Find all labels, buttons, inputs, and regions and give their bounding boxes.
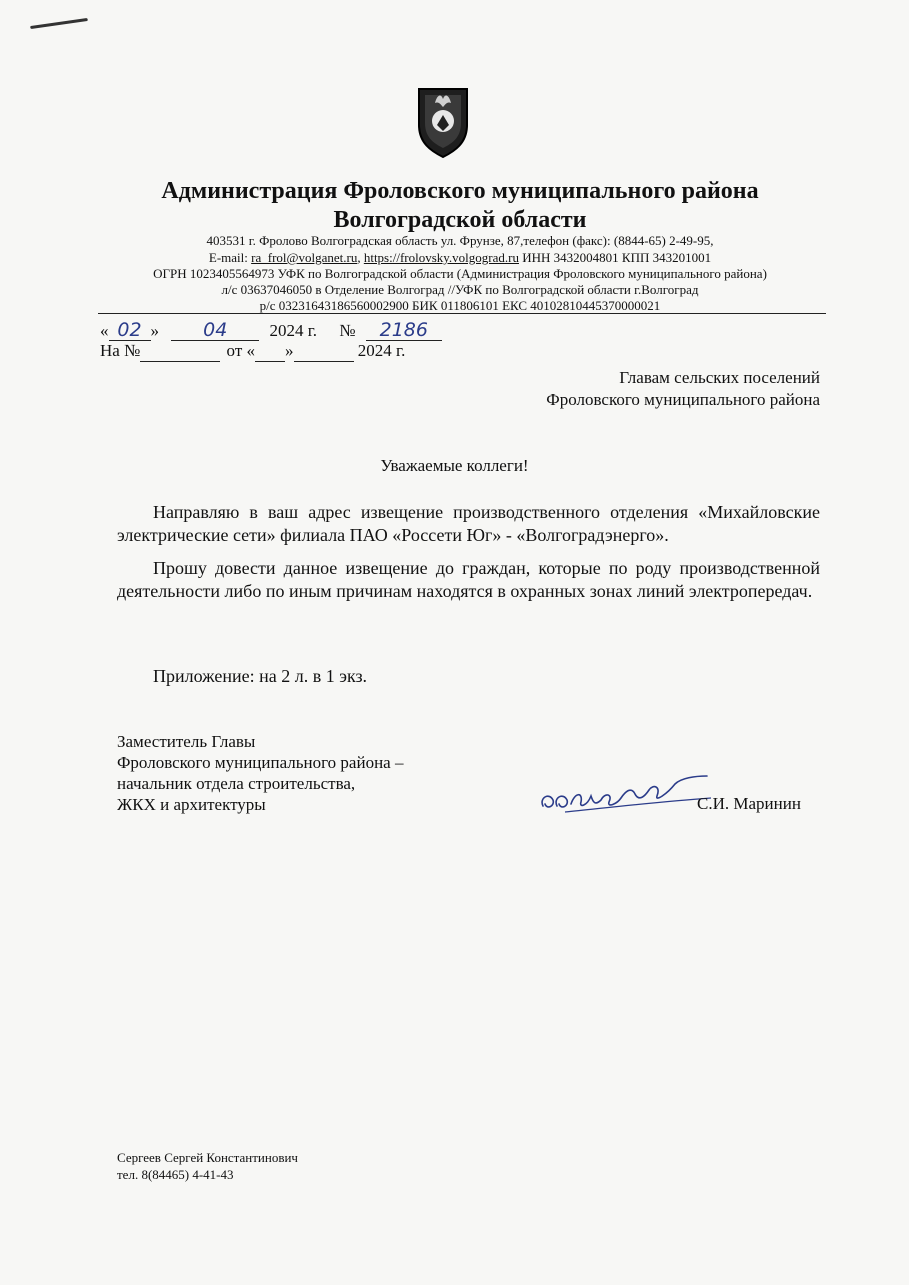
reg-number: 2186 — [366, 320, 442, 341]
email-label: E-mail: — [208, 250, 252, 265]
signer-position — [117, 731, 403, 815]
signer-line3: начальник отдела строительства, — [117, 774, 356, 793]
reg-month: 04 — [171, 320, 259, 341]
ref-close: » — [285, 341, 294, 360]
quote-open: « — [100, 321, 109, 340]
handwritten-signature — [535, 772, 715, 820]
addressee-line1: Главам сельских поселений — [619, 368, 820, 387]
email-link[interactable]: ra_frol@volganet.ru — [251, 250, 358, 265]
requisites-ogrn: ОГРН 1023405564973 УФК по Волгоградской области (Администрация Фроловского муниципального района) — [153, 266, 767, 281]
inn-kpp: ИНН 3432004801 КПП 343201001 — [518, 250, 712, 265]
reg-num-label: № — [339, 321, 356, 340]
header-divider — [98, 313, 826, 314]
reg-year: 2024 г. — [269, 321, 318, 340]
body-paragraph-1: Направляю в ваш адрес извещение производственного отделения «Михайловские электрические сети» филиала ПАО «Россети Юг» - «Волгоградэнерго». — [117, 502, 820, 545]
addressee-line2: Фроловского муниципального района — [546, 390, 820, 409]
requisites-contacts: E-mail: ra_frol@volganet.ru, https://frolovsky.volgograd.ru ИНН 3432004801 КПП 343201001 — [208, 250, 712, 265]
ref-from: от « — [226, 341, 256, 360]
quote-close: » — [150, 321, 159, 340]
attachment-note: Приложение: на 2 л. в 1 экз. — [153, 666, 368, 686]
ref-prefix: На № — [100, 341, 141, 360]
coat-of-arms-emblem — [415, 85, 471, 159]
requisites-address: 403531 г. Фролово Волгоградская область ул. Фрунзе, 87,телефон (факс): (8844-65) 2-49-95, — [206, 233, 714, 248]
requisites-bank: р/с 03231643186560002900 БИК 011806101 ЕКС 40102810445370000021 — [259, 298, 661, 313]
registration-line — [100, 320, 442, 341]
website-link[interactable]: https://frolovsky.volgograd.ru — [363, 250, 519, 265]
signer-name: С.И. Маринин — [697, 794, 801, 813]
letter-body — [117, 501, 820, 603]
executor-name: Сергеев Сергей Константинович — [117, 1150, 298, 1165]
org-title-line1: Администрация Фроловского муниципального района — [161, 178, 759, 204]
org-title-line2: Волгоградской области — [333, 207, 587, 233]
requisites-account: л/с 03637046050 в Отделение Волгоград //УФК по Волгоградской области г.Волгоград — [221, 282, 699, 297]
signer-line2: Фроловского муниципального района – — [117, 753, 404, 772]
reg-day: 02 — [109, 320, 151, 341]
body-paragraph-2: Прошу довести данное извещение до граждан, которые по роду производственной деятельности либо по иным причинам находятся в охранных зонах линий электропередач. — [117, 558, 820, 601]
ref-year: 2024 г. — [357, 341, 406, 360]
salutation: Уважаемые коллеги! — [380, 456, 529, 475]
executor-phone: тел. 8(84465) 4-41-43 — [117, 1167, 234, 1182]
reference-line — [100, 341, 405, 362]
signer-line4: ЖКХ и архитектуры — [117, 795, 266, 814]
signer-line1: Заместитель Главы — [117, 732, 256, 751]
